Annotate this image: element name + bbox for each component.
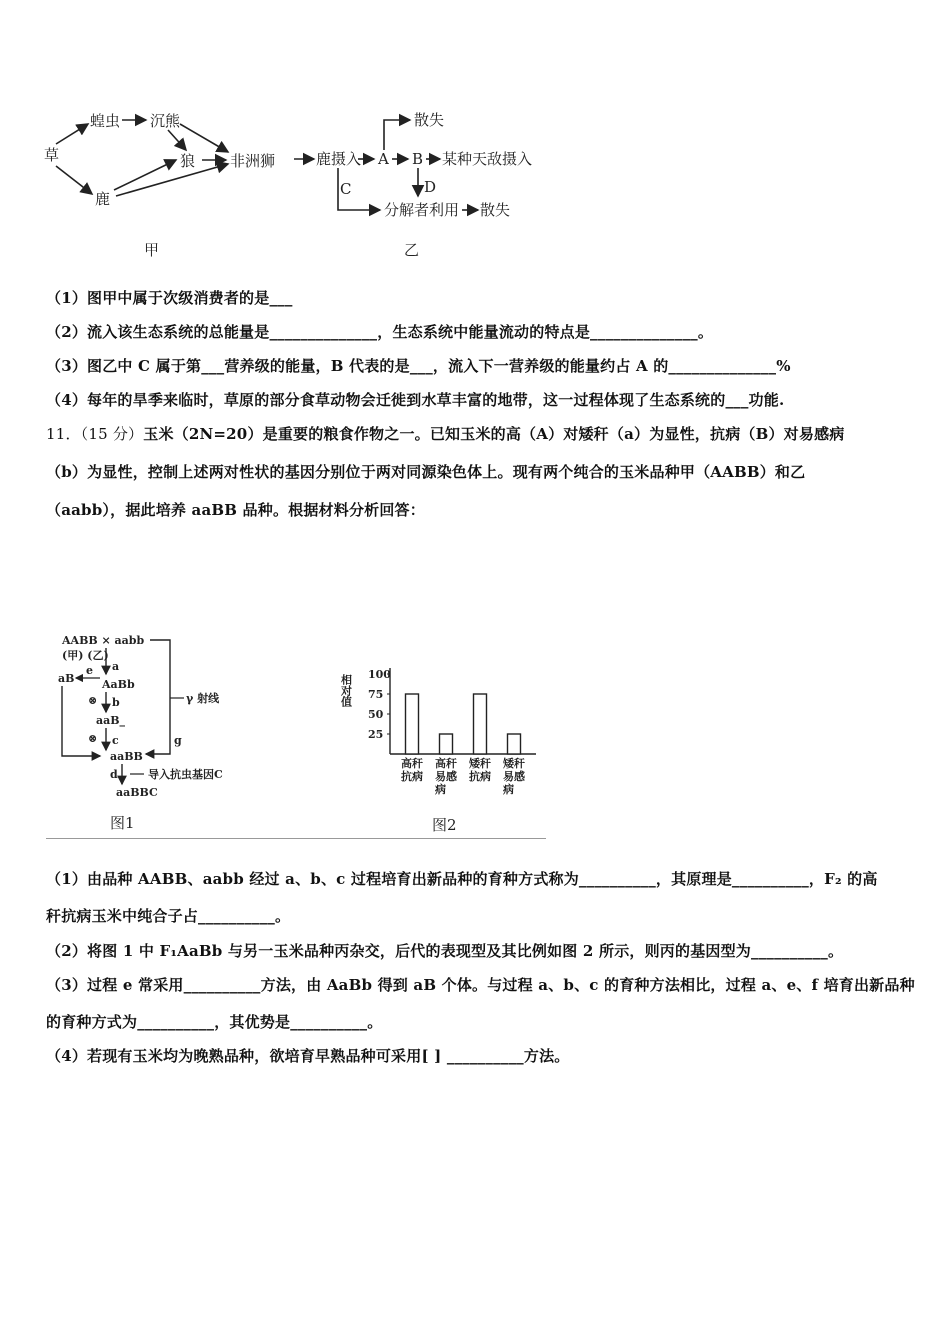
arrow-grass-locust [56, 124, 88, 144]
fig1-step2: aaB_ [96, 714, 126, 727]
arrow-cheetah-wolf [168, 130, 186, 150]
deer-intake-label: 鹿摄入 [316, 150, 362, 168]
fig1-arrow-gamma [146, 640, 170, 754]
fig1-label-c: c [112, 734, 119, 747]
diagram-jia-caption: 甲 [144, 241, 160, 259]
diagram-yi-caption: 乙 [404, 241, 420, 259]
fig1-import-label: 导入抗虫基因C [148, 768, 223, 781]
fig1-ab-left: aB [58, 672, 75, 685]
arrow-deer-lion [116, 164, 228, 196]
q11-part4: （4）若现有玉米均为晚熟品种，欲培育早熟品种可采用[ ] __________方法。 [46, 1047, 570, 1065]
q11-stem-line2: （b）为显性，控制上述两对性状的基因分别位于两对同源染色体上。现有两个纯合的玉米品种甲（AABB）和乙 [46, 463, 806, 481]
fig2-bar-2 [440, 734, 453, 754]
figure1-breeding-scheme [50, 628, 310, 838]
fig2-ytick-100: 100 [368, 668, 391, 681]
fig1-cross: AABB × aabb [62, 634, 145, 647]
energy-flow-diagram [292, 100, 542, 265]
fig2-caption: 图2 [432, 816, 457, 834]
fig2-bar-4 [508, 734, 521, 754]
figure-divider [46, 838, 546, 839]
q10-part1: （1）图甲中属于次级消费者的是___ [46, 289, 293, 307]
q11-part1-line2: 秆抗病玉米中纯合子占__________。 [46, 907, 291, 925]
label-c: C [340, 180, 352, 198]
label-d: D [424, 178, 437, 196]
node-a: A [378, 150, 389, 168]
fig2-category-label: 病 [435, 783, 446, 796]
fig1-label-d: d [110, 768, 118, 781]
fig1-aabb: aaBB [110, 750, 143, 763]
q11-number: 11．（15 分） [46, 425, 144, 443]
arrow-cheetah-lion [180, 124, 228, 152]
fig2-ytick-50: 50 [368, 708, 384, 721]
fig2-ytick-75: 75 [368, 688, 384, 701]
fig1-self-icon-1: ⊗ [88, 694, 98, 707]
q11-stem-line3: （aabb），据此培养 aaBB 品种。根据材料分析回答： [46, 501, 425, 519]
fig1-label-b: b [112, 696, 120, 709]
arrow-a-loss [384, 120, 410, 150]
node-lion: 非洲狮 [230, 152, 276, 170]
q11-stem-text: 玉米（2N=20）是重要的粮食作物之一。已知玉米的高（A）对矮秆（a）为显性，抗病（B）对易感病 [143, 425, 845, 443]
q11-part3-line2: 的育种方式为__________，其优势是__________。 [46, 1013, 383, 1031]
node-locust: 蝗虫 [90, 112, 121, 130]
fig2-category-label: 矮秆 [469, 757, 491, 770]
node-grass: 草 [44, 146, 60, 164]
fig1-f1: AaBb [102, 678, 135, 691]
q11-stem-line1 [46, 423, 844, 444]
fig2-bar-1 [406, 694, 419, 754]
fig2-ylabel: 相对值 [340, 674, 353, 707]
fig1-gamma-label: γ 射线 [186, 692, 220, 705]
node-b: B [412, 150, 424, 168]
fig1-label-g: g [174, 734, 182, 747]
q11-part1-line1: （1）由品种 AABB、aabb 经过 a、b、c 过程培育出新品种的育种方式称为__________，其原理是__________，F₂ 的高 [46, 870, 878, 888]
fig1-label-a: a [112, 660, 120, 673]
fig2-category-label: 高秆 [435, 757, 457, 770]
q10-part2: （2）流入该生态系统的总能量是______________，生态系统中能量流动的特点是______________。 [46, 323, 714, 341]
fig2-category-label: 病 [503, 783, 514, 796]
fig1-result: aaBBC [116, 786, 158, 799]
q11-part2: （2）将图 1 中 F₁AaBb 与另一玉米品种丙杂交，后代的表现型及其比例如图 2 所示，则丙的基因型为__________。 [46, 942, 844, 960]
node-cheetah: 沉熊 [150, 112, 181, 130]
loss2-label: 散失 [480, 201, 511, 219]
q11-part3-line1: （3）过程 e 常采用__________方法，由 AaBb 得到 aB 个体。与过程 a、b、c 的育种方法相比，过程 a、e、f 培育出新品种 [46, 976, 915, 994]
figure2-bar-chart [340, 660, 560, 838]
fig2-category-label: 易感 [503, 770, 525, 783]
q10-part4: （4）每年的旱季来临时，草原的部分食草动物会迁徙到水草丰富的地带，这一过程体现了生态系统的___功能. [46, 391, 785, 409]
fig1-label-e: e [86, 664, 93, 677]
fig1-parents: (甲) (乙) [62, 649, 109, 662]
node-wolf: 狼 [180, 152, 196, 170]
food-web-diagram [40, 100, 290, 265]
q10-part3: （3）图乙中 C 属于第___营养级的能量，B 代表的是___，流入下一营养级的能量约占 A 的______________% [46, 357, 791, 375]
fig2-category-label: 易感 [435, 770, 457, 783]
fig2-category-label: 矮秆 [503, 757, 525, 770]
fig1-caption: 图1 [110, 814, 135, 832]
arrow-deer-wolf [114, 160, 176, 190]
fig2-bar-3 [474, 694, 487, 754]
node-deer: 鹿 [95, 190, 111, 208]
fig2-category-label: 抗病 [469, 770, 491, 783]
fig2-category-label: 抗病 [401, 770, 423, 783]
fig2-category-label: 高秆 [401, 757, 423, 770]
loss1-label: 散失 [414, 111, 445, 129]
enemy-intake-label: 某种天敌摄入 [442, 150, 533, 168]
arrow-grass-deer [56, 166, 92, 194]
decomposer-label: 分解者利用 [384, 201, 460, 219]
fig1-self-icon-2: ⊗ [88, 732, 98, 745]
fig2-ytick-25: 25 [368, 728, 384, 741]
